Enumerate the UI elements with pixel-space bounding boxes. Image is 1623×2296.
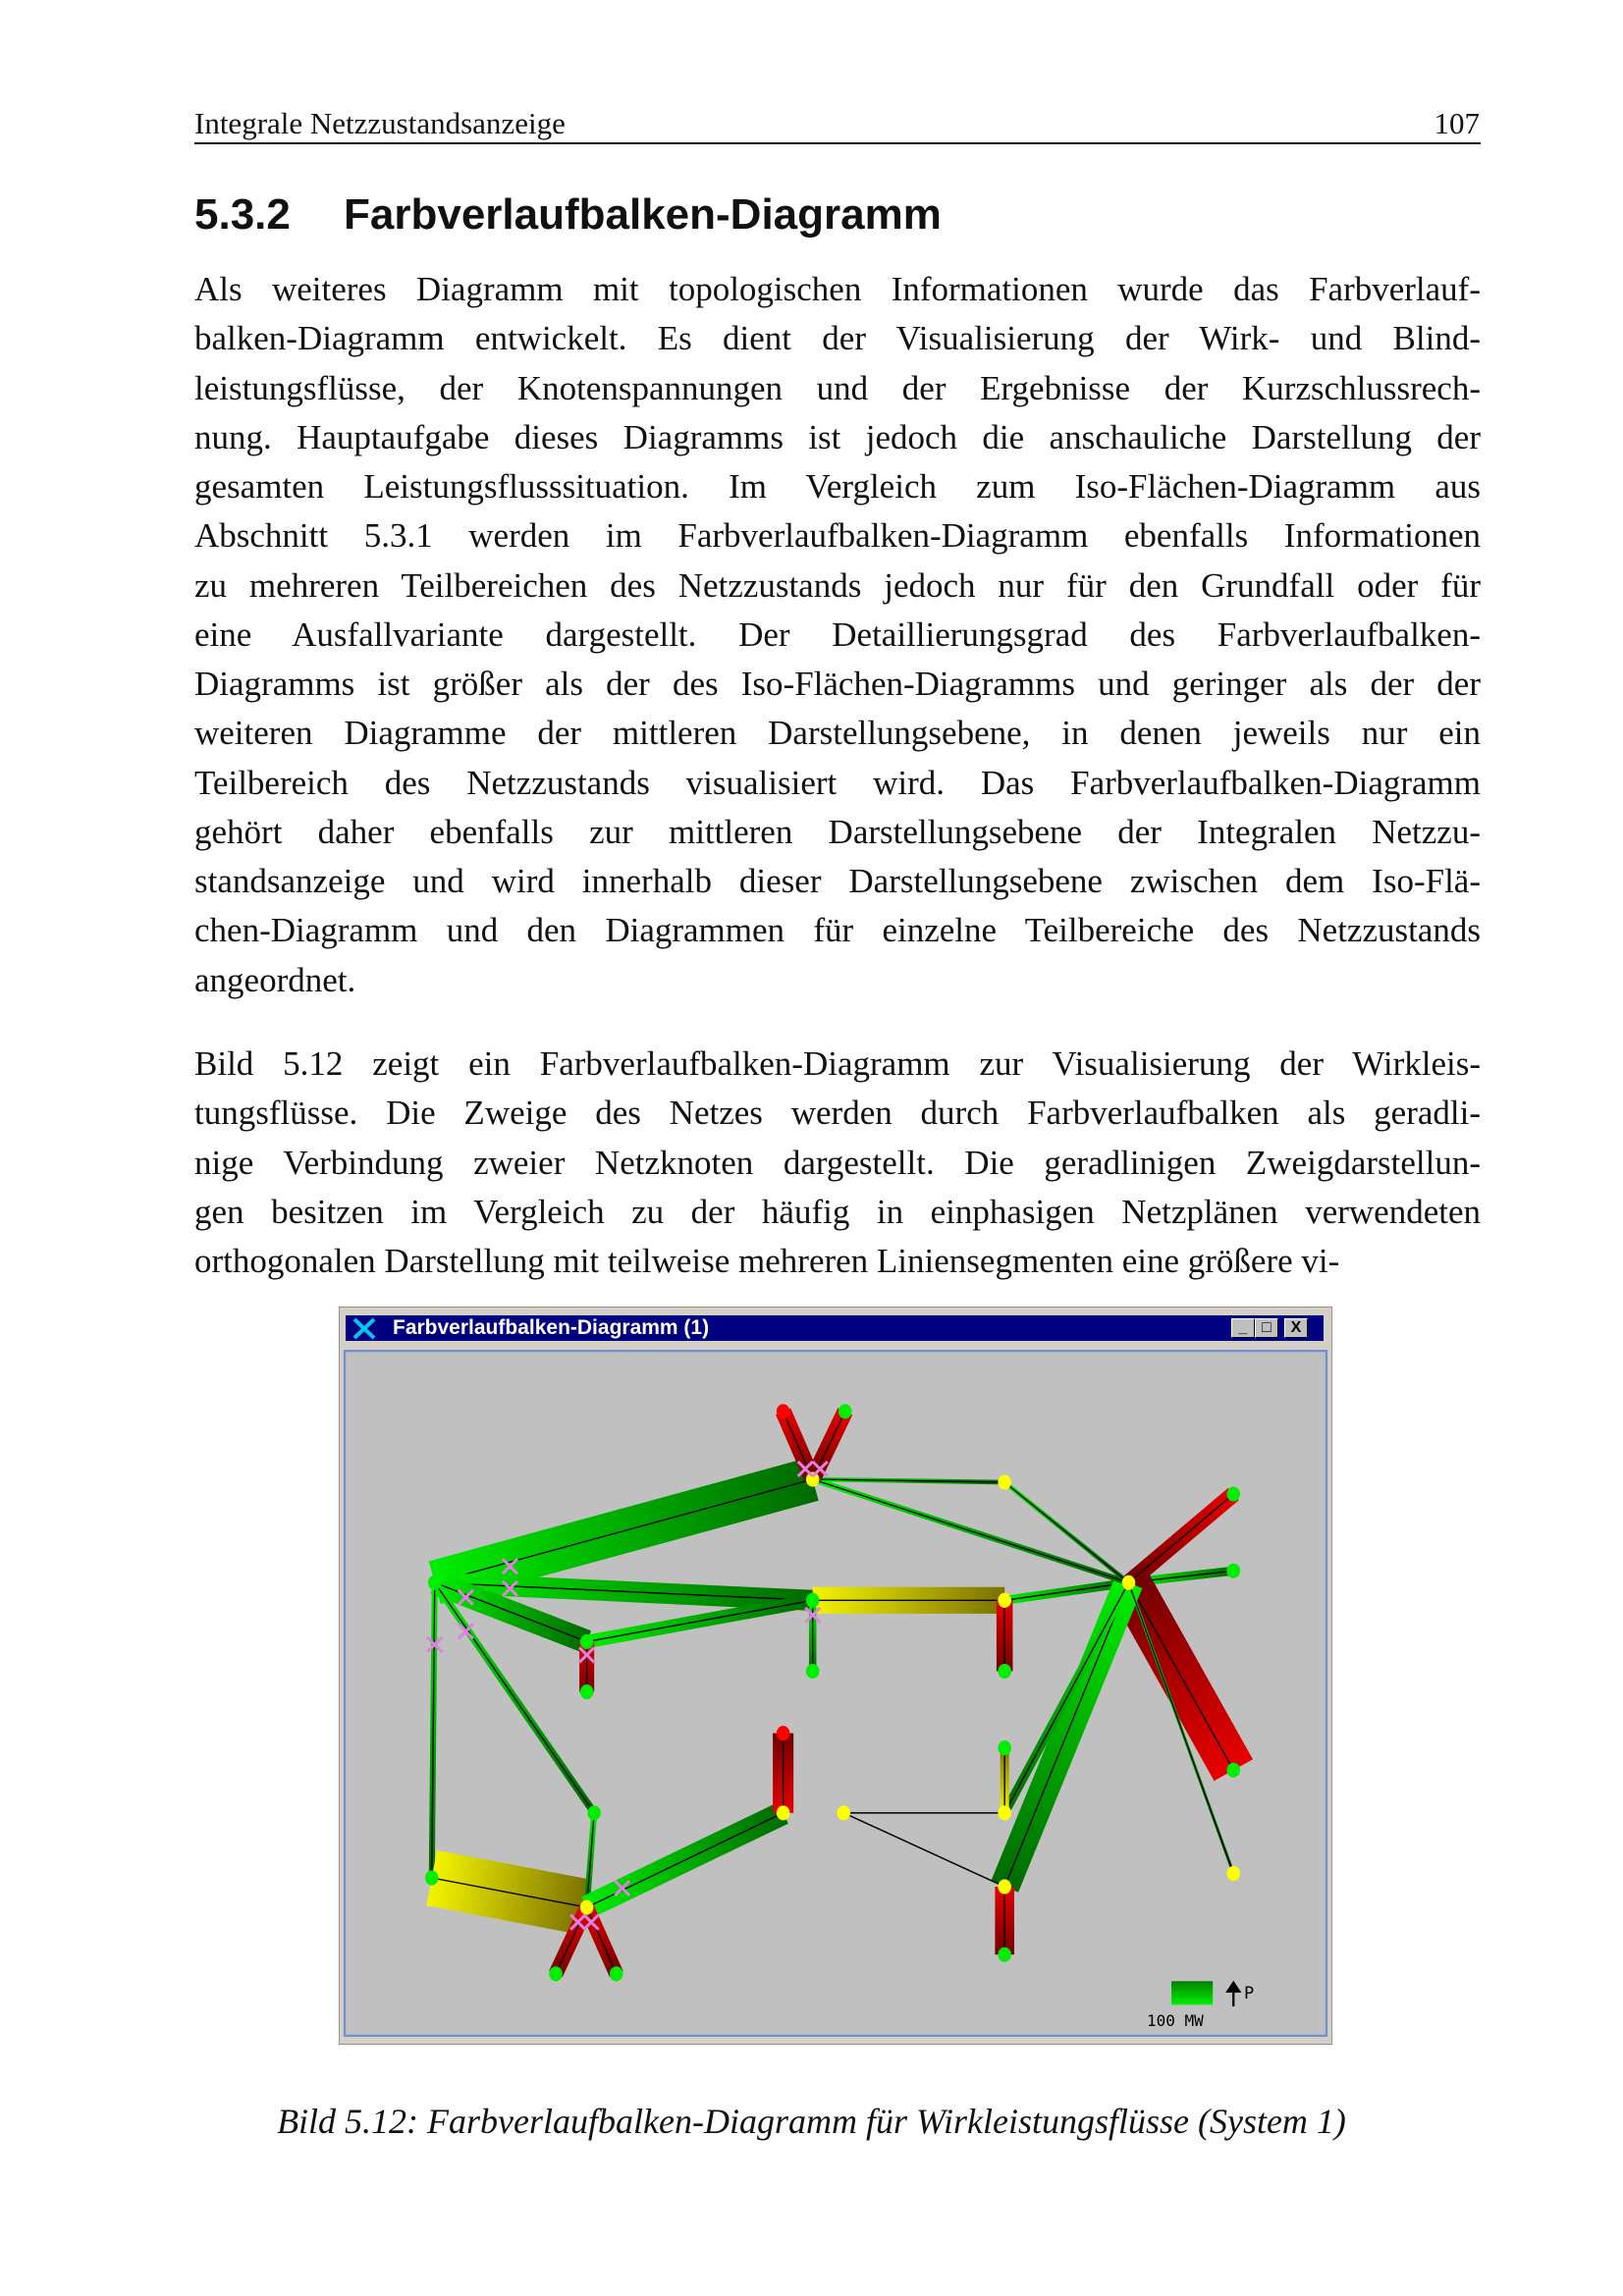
network-node[interactable] (1226, 1487, 1240, 1502)
network-node[interactable] (580, 1684, 594, 1699)
section-heading (194, 190, 942, 240)
network-node[interactable] (1226, 1564, 1240, 1578)
x-app-icon (352, 1316, 377, 1340)
legend-arrow-label: P (1244, 1984, 1255, 2003)
network-node[interactable] (998, 1593, 1011, 1608)
network-node[interactable] (428, 1575, 442, 1590)
network-node[interactable] (806, 1471, 820, 1486)
network-node[interactable] (998, 1948, 1011, 1962)
text-line: balken-Diagramm entwickelt. Es dient der Visualisierung der Wirk- und Blind- (194, 319, 1481, 358)
network-node[interactable] (425, 1870, 439, 1885)
network-node[interactable] (838, 1805, 851, 1820)
text-line: angeordnet. (194, 960, 356, 999)
window-title: Farbverlaufbalken-Diagramm (1) (393, 1316, 710, 1339)
network-node[interactable] (998, 1740, 1011, 1755)
text-line: eine Ausfallvariante dargestellt. Der Detaillierungsgrad des Farbverlaufbalken- (194, 614, 1481, 654)
minimize-button[interactable]: _ (1231, 1318, 1255, 1338)
network-node[interactable] (1122, 1575, 1136, 1590)
text-line: Als weiteres Diagramm mit topologischen Informationen wurde das Farbverlauf- (194, 270, 1481, 308)
section-number: 5.3.2 (194, 190, 291, 239)
network-node[interactable] (998, 1805, 1011, 1820)
legend-scale-label: 100 MW (1147, 2011, 1204, 2030)
network-node[interactable] (998, 1664, 1011, 1679)
text-line: chen-Diagramm und den Diagrammen für einzelne Teilbereiche des Netzzustands (194, 911, 1481, 950)
network-node[interactable] (587, 1805, 601, 1820)
network-node[interactable] (1226, 1866, 1240, 1881)
legend-scale-bar (1171, 1981, 1213, 2004)
diagram-window (339, 1307, 1332, 2045)
flow-diagram-canvas (339, 1307, 1332, 2045)
header-rule (194, 142, 1481, 144)
network-node[interactable] (777, 1404, 790, 1418)
network-node[interactable] (1226, 1763, 1240, 1778)
text-line: nung. Hauptaufgabe dieses Diagramms ist jedoch die anschauliche Darstellung der (194, 417, 1481, 456)
maximize-button[interactable]: □ (1255, 1318, 1278, 1338)
paragraph-1 (194, 265, 1481, 1005)
close-button[interactable]: X (1284, 1318, 1308, 1338)
network-node[interactable] (777, 1726, 790, 1740)
network-node[interactable] (998, 1474, 1011, 1489)
text-line: orthogonalen Darstellung mit teilweise mehreren Liniensegmenten eine größere vi- (194, 1242, 1340, 1280)
text-line: Bild 5.12 zeigt ein Farbverlaufbalken-Diagramm zur Visualisierung der Wirkleis- (194, 1044, 1481, 1083)
figure-caption: Bild 5.12: Farbverlaufbalken-Diagramm für Wirkleistungsflüsse (System 1) (277, 2102, 1346, 2141)
text-line: weiteren Diagramme der mittleren Darstellungsebene, in denen jeweils nur ein (194, 714, 1481, 753)
text-line: leistungsflüsse, der Knotenspannungen und der Ergebnisse der Kurzschlussrech- (194, 368, 1481, 407)
section-title: Farbverlaufbalken-Diagramm (344, 190, 942, 239)
network-node[interactable] (580, 1634, 594, 1649)
network-node[interactable] (806, 1664, 820, 1679)
network-node[interactable] (998, 1880, 1011, 1895)
text-line: Diagramms ist größer als der des Iso-Flächen-Diagramms und geringer als der der (194, 665, 1481, 703)
text-line: gen besitzen im Vergleich zu der häufig in einphasigen Netzplänen verwendeten (194, 1192, 1481, 1231)
window-title-bar[interactable] (346, 1315, 1324, 1341)
page-number: 107 (1434, 106, 1480, 140)
network-node[interactable] (777, 1805, 790, 1820)
paragraph-2 (194, 1040, 1481, 1286)
text-line: standsanzeige und wird innerhalb dieser Darstellungsebene zwischen dem Iso-Flä- (194, 862, 1481, 900)
text-line: Abschnitt 5.3.1 werden im Farbverlaufbalken-Diagramm ebenfalls Informationen (194, 516, 1481, 556)
text-line: gesamten Leistungsflusssituation. Im Vergleich zum Iso-Flächen-Diagramm aus (194, 467, 1481, 506)
network-node[interactable] (610, 1966, 623, 1981)
text-line: zu mehreren Teilbereichen des Netzzustands jedoch nur für den Grundfall oder für (194, 565, 1481, 605)
network-node[interactable] (580, 1900, 594, 1915)
network-node[interactable] (839, 1404, 852, 1418)
network-node[interactable] (806, 1593, 820, 1608)
running-header-title: Integrale Netzzustandsanzeige (194, 106, 566, 140)
text-line: gehört daher ebenfalls zur mittleren Darstellungsebene der Integralen Netzzu- (194, 812, 1481, 851)
text-line: tungsflüsse. Die Zweige des Netzes werden durch Farbverlaufbalken als geradli- (194, 1094, 1481, 1133)
text-line: Teilbereich des Netzzustands visualisiert wird. Das Farbverlaufbalken-Diagramm (194, 763, 1481, 802)
network-node[interactable] (549, 1966, 563, 1981)
text-line: nige Verbindung zweier Netzknoten dargestellt. Die geradlinigen Zweigdarstellun- (194, 1143, 1481, 1182)
